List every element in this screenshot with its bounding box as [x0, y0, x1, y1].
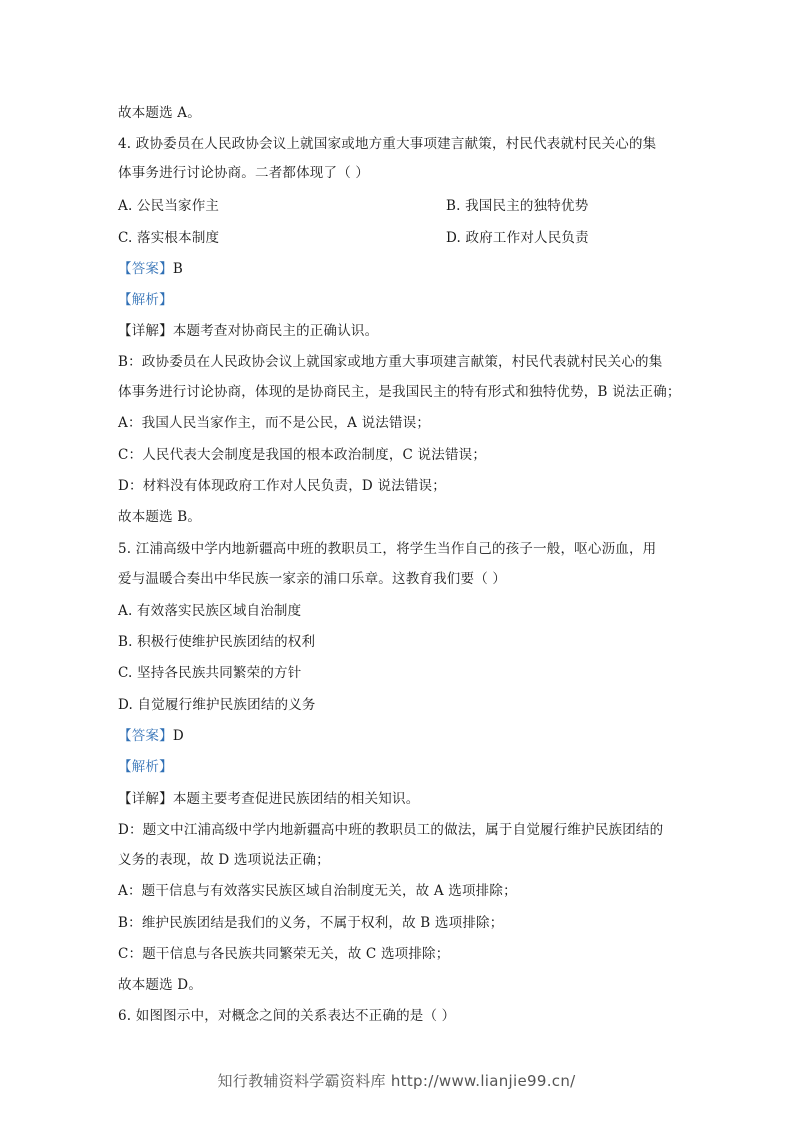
detail-text: 本题考查对协商民主的正确认识。 [172, 323, 379, 339]
q5-explain-d-line1: D：题文中江浦高级中学内地新疆高中班的教职员工的做法，属于自觉履行维护民族团结的 [118, 822, 664, 838]
q5-stem-line1: 5. 江浦高级中学内地新疆高中班的教职员工，将学生当作自己的孩子一般，呕心沥血，用 [118, 541, 657, 557]
q4-explain-d: D：材料没有体现政府工作对人民负责，D 说法错误； [118, 478, 446, 494]
q4-conclusion: 故本题选 B。 [118, 509, 202, 525]
q4-explain-b-line2: 体事务进行讨论协商，体现的是协商民主，是我国民主的特有形式和独特优势，B 说法正确； [118, 384, 681, 400]
q4-detail [118, 321, 378, 341]
q5-option-a: A. 有效落实民族区域自治制度 [118, 603, 302, 619]
q5-stem-line2: 爱与温暖合奏出中华民族一家亲的浦口乐章。这教育我们要（ ） [118, 571, 507, 587]
q4-answer [118, 259, 183, 279]
answer-value: B [172, 261, 183, 277]
q5-analysis-tag: 【解析】 [118, 759, 173, 775]
q4-explain-a: A：我国人民当家作主，而不是公民，A 说法错误； [118, 415, 431, 431]
q5-option-b: B. 积极行使维护民族团结的权利 [118, 634, 316, 650]
q5-option-d: D. 自觉履行维护民族团结的义务 [118, 697, 316, 713]
q5-explain-a: A：题干信息与有效落实民族区域自治制度无关，故 A 选项排除； [118, 883, 517, 899]
q5-explain-b: B：维护民族团结是我们的义务，不属于权利，故 B 选项排除； [118, 915, 504, 931]
q5-explain-c: C：题干信息与各民族共同繁荣无关，故 C 选项排除； [118, 946, 450, 962]
q5-detail [118, 789, 419, 809]
detail-tag: 【详解】 [118, 791, 173, 807]
answer-value: D [172, 728, 184, 744]
q3-conclusion: 故本题选 A。 [118, 105, 201, 121]
q4-stem-line2: 体事务进行讨论协商。二者都体现了（ ） [118, 165, 370, 181]
footer-watermark: 知行教辅资料学霸资料库 http://www.lianjie99.cn/ [217, 1072, 576, 1090]
q4-option-b: B. 我国民主的独特优势 [446, 198, 589, 214]
q5-answer [118, 726, 184, 746]
q4-option-c: C. 落实根本制度 [118, 230, 220, 246]
detail-text: 本题主要考查促进民族团结的相关知识。 [172, 791, 420, 807]
q4-explain-c: C：人民代表大会制度是我国的根本政治制度，C 说法错误； [118, 447, 487, 463]
q4-option-d: D. 政府工作对人民负责 [446, 230, 589, 246]
q5-option-c: C. 坚持各民族共同繁荣的方针 [118, 665, 302, 681]
detail-tag: 【详解】 [118, 323, 173, 339]
q4-explain-b-line1: B：政协委员在人民政协会议上就国家或地方重大事项建言献策，村民代表就村民关心的集 [118, 354, 663, 370]
answer-tag: 【答案】 [118, 261, 173, 277]
answer-tag: 【答案】 [118, 728, 173, 744]
q6-stem-line1: 6. 如图图示中，对概念之间的关系表达不正确的是（ ） [118, 1008, 456, 1024]
q4-option-a: A. 公民当家作主 [118, 198, 220, 214]
q5-explain-d-line2: 义务的表现，故 D 选项说法正确； [118, 852, 330, 868]
q5-conclusion: 故本题选 D。 [118, 977, 203, 993]
q4-stem-line1: 4. 政协委员在人民政协会议上就国家或地方重大事项建言献策，村民代表就村民关心的集 [118, 136, 657, 152]
q4-analysis-tag: 【解析】 [118, 292, 173, 308]
